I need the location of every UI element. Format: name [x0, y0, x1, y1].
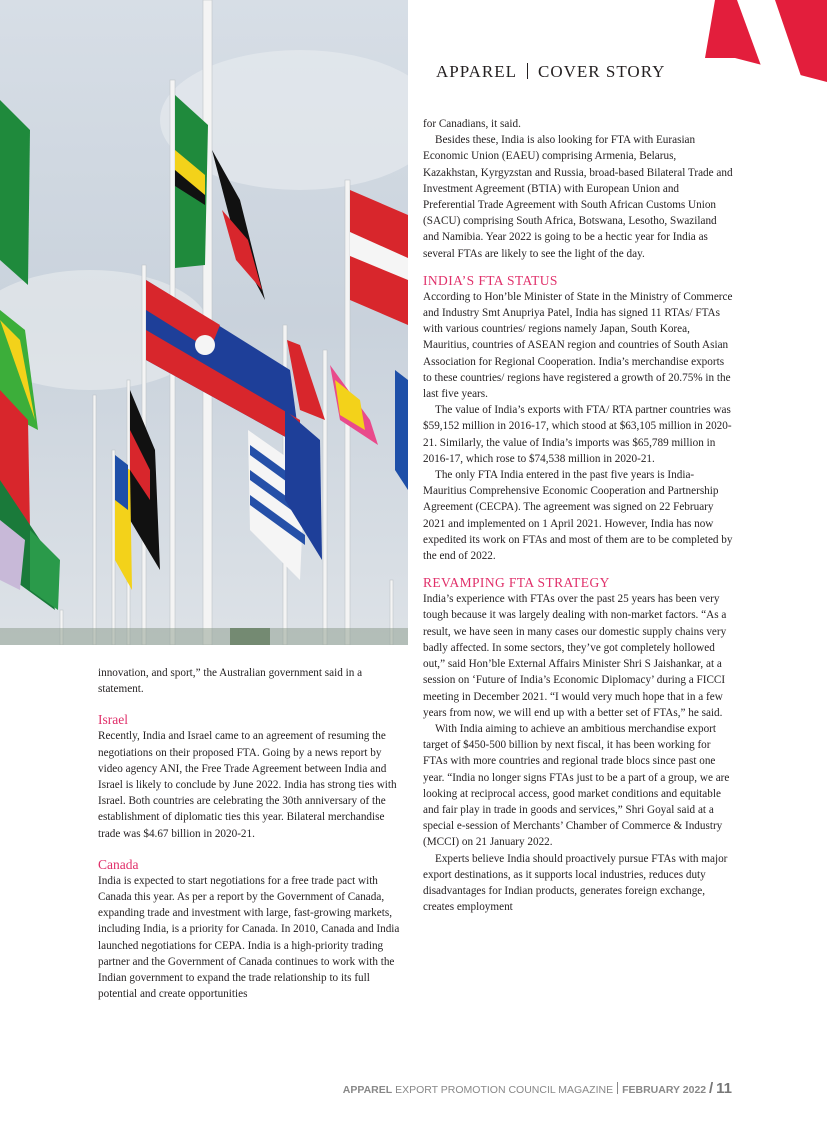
paragraph: India’s experience with FTAs over the past 25 years has been very tough because it was largely dealing with non-market factors. “As a result, we have seen in many cases our domestic supply chains very badly affected. In some sectors, they’ve got completely hollowed out,” said Hon’ble External Affairs Minister Shri S Jaishankar, at a session on ‘Future of India’s Economic Diplomacy’ during a FICCI meeting in December 2021. “I would very much hope that in a few years from now, we will end up with a better set of FTAs,” he said. — [423, 593, 727, 719]
paragraph: for Canadians, it said. — [423, 118, 521, 130]
paragraph: India is expected to start negotiations for a free trade pact with Canada this year. As per a report by the Government of Canada, expanding trade and investment with large, fast-growing markets, including India, is a priority for Canada. In 2010, Canada and India launched negotiations for CEPA. India is a high-priority trading partner and the Government of Canada continues to work with the Indian government to expand the trade relationship to its full potential and create opportunities — [98, 874, 400, 1001]
header-divider — [527, 63, 528, 79]
corner-accent-shape — [677, 0, 827, 82]
footer-magazine: EXPORT PROMOTION COUNCIL MAGAZINE — [395, 1084, 614, 1096]
paragraph: The only FTA India entered in the past five years is India-Mauritius Comprehensive Economic Cooperation and Partnership Agreement (CECPA). The agreement was signed on 22 February 2021 and implemented on 1 April 2021. However, India has now expedited its work on FTAs and most of them are to be completed by the end of 2022. — [423, 469, 733, 563]
footer-brand: APPAREL — [342, 1084, 393, 1096]
left-column — [98, 665, 404, 1002]
footer-issue: FEBRUARY 2022 — [622, 1084, 707, 1096]
footer-slash: / — [709, 1080, 714, 1097]
paragraph: According to Hon’ble Minister of State in the Ministry of Commerce and Industry Smt Anupriya Patel, India has signed 11 RTAs/ FTAs with various countries/ regions namely Japan, South Korea, Mauritius, countries of ASEAN region and countries of South Asian Association for Regional Cooperation. India’s merchandise exports to these countries/ regions have registered a growth of 20.75% in the last five years. — [423, 290, 733, 401]
canada-heading: Canada — [98, 856, 139, 872]
section-header — [436, 62, 665, 82]
israel-heading: Israel — [98, 712, 128, 728]
section-label: APPAREL — [436, 62, 518, 81]
flags-photo — [0, 0, 408, 645]
paragraph: innovation, and sport,” the Australian government said in a statement. — [98, 667, 363, 696]
page-footer — [343, 1080, 732, 1097]
paragraph: Experts believe India should proactively pursue FTAs with major export destinations, as it supports local industries, reduces duty disadvantages for Indian products, generates foreign exchange, creates employment — [423, 852, 728, 914]
paragraph: The value of India’s exports with FTA/ RTA partner countries was $59,152 million in 2016-17, which stood at $63,105 million in 2020-21. Similarly, the value of India’s imports was $65,789 million in 2016-17, which rose to $74,538 million in 2020-21. — [423, 404, 732, 465]
page-number: 11 — [716, 1080, 732, 1097]
fta-status-heading: INDIA’S FTA STATUS — [423, 272, 558, 288]
topic-label: COVER STORY — [538, 62, 666, 81]
footer-divider — [617, 1082, 618, 1094]
revamping-heading: REVAMPING FTA STRATEGY — [423, 575, 610, 591]
paragraph: With India aiming to achieve an ambitious merchandise export target of $450-500 billion by next fiscal, it has been working for FTAs with more countries and regional trade blocs since past one year. “India no longer signs FTAs just to be a part of a group, we are looking at reciprocal access, good market conditions and equitable and fair play in trade in goods and services,” Shri Goyal said at a special e-session of Merchants’ Chamber of Commerce & Industry (MCCI) on 21 January 2022. — [423, 722, 730, 849]
right-column — [423, 116, 733, 915]
paragraph: Besides these, India is also looking for FTA with Eurasian Economic Union (EAEU) comprising Armenia, Belarus, Kazakhstan, Kyrgyzstan and Russia, broad-based Bilateral Trade and Investment Agreement (BTIA) with European Union and Preferential Trade Agreement with South African Customs Union (SACU) comprising South Africa, Botswana, Lesotho, Swaziland and Namibia. Year 2022 is going to be a hectic year for India as several FTAs are likely to see the light of the day. — [423, 134, 733, 260]
paragraph: Recently, India and Israel came to an agreement of resuming the negotiations on their proposed FTA. Going by a news report by video agency ANI, the Free Trade Agreement between India and Israel is likely to conclude by June 2022. India has strong ties with Israel. Both countries are celebrating the 30th anniversary of the establishment of diplomatic ties this year. Bilateral merchandise trade was $4.67 billion in 2020-21. — [98, 730, 397, 840]
